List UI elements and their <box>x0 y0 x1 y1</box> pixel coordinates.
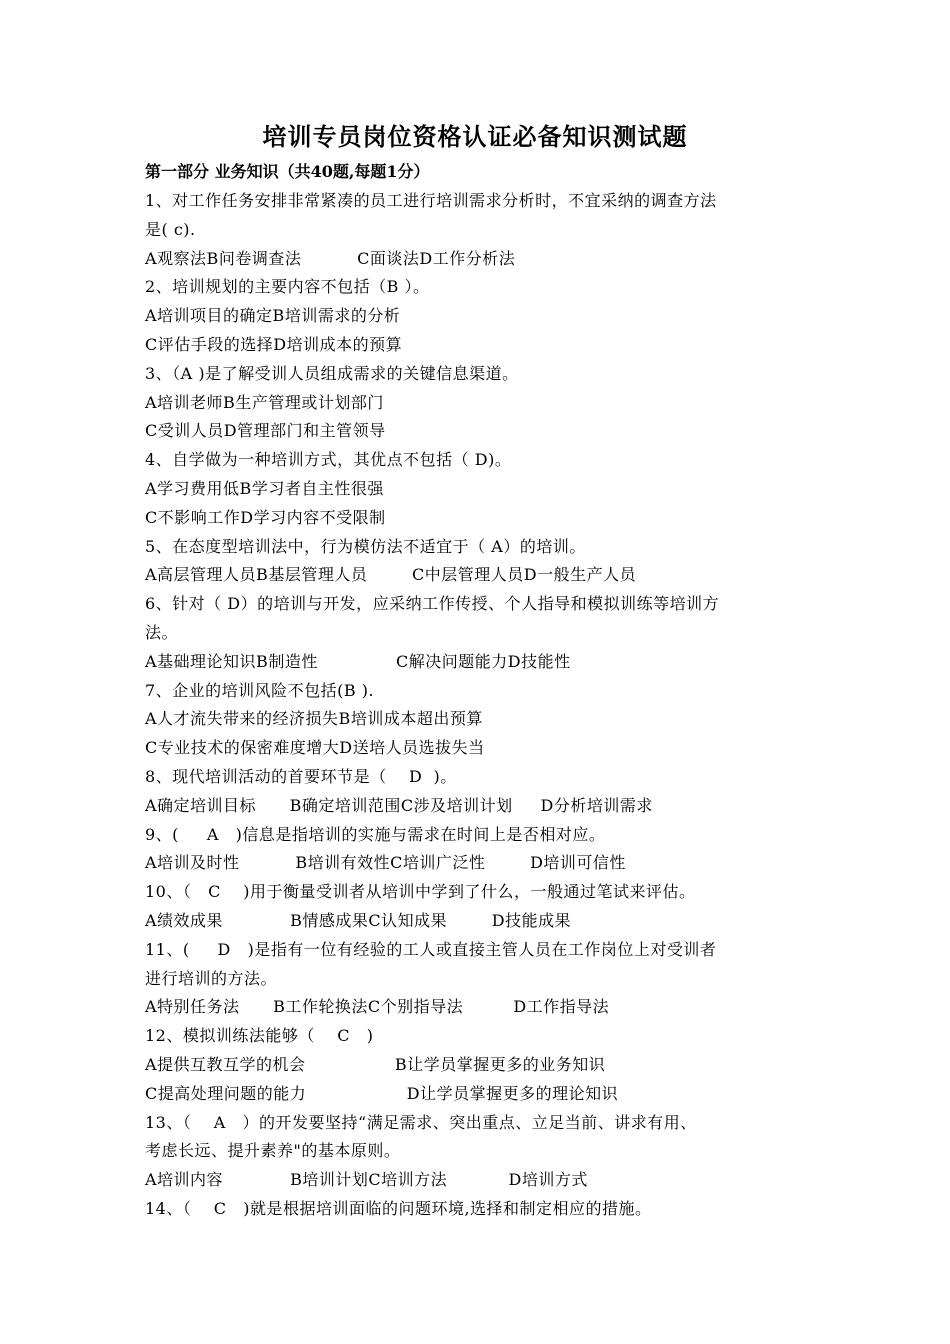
text-line: C专业技术的保密难度增大D送培人员选拔失当 <box>145 738 485 758</box>
text-line: 5、在态度型培训法中，行为模仿法不适宜于（ A）的培训。 <box>145 536 586 556</box>
text-line: 7、企业的培训风险不包括(B ). <box>145 680 375 700</box>
text-line: C受训人员D管理部门和主管领导 <box>145 421 386 441</box>
text-line: A高层管理人员B基层管理人员 C中层管理人员D一般生产人员 <box>145 565 637 585</box>
text-line: 2、培训规划的主要内容不包括（B ）。 <box>145 277 430 297</box>
text-line: 进行培训的方法。 <box>145 968 278 988</box>
text-line: A绩效成果 B情感成果C认知成果 D技能成果 <box>145 910 572 930</box>
text-line: 6、针对（ D）的培训与开发，应采纳工作传授、个人指导和模拟训练等培训方 <box>145 594 720 614</box>
text-line: 13、（ A ）的开发要坚持“满足需求、突出重点、立足当前、讲求有用、 <box>145 1112 697 1132</box>
text-line: A确定培训目标 B确定培训范围C涉及培训计划 D分析培训需求 <box>145 795 653 815</box>
text-line: A特别任务法 B工作轮换法C个别指导法 D工作指导法 <box>145 997 610 1017</box>
text-line: 4、自学做为一种培训方式，其优点不包括（ D)。 <box>145 450 512 470</box>
text-line: 12、模拟训练法能够（ C ) <box>145 1026 374 1046</box>
text-line: A观察法B问卷调查法 C面谈法D工作分析法 <box>145 248 516 268</box>
text-line: C提高处理问题的能力 D让学员掌握更多的理论知识 <box>145 1083 619 1103</box>
text-line: A培训项目的确定B培训需求的分析 <box>145 306 401 326</box>
question-body <box>145 187 825 1224</box>
text-line: 8、现代培训活动的首要环节是（ D )。 <box>145 766 457 786</box>
text-line: 9、( A )信息是指培训的实施与需求在时间上是否相对应。 <box>145 824 606 844</box>
text-line: 1、对工作任务安排非常紧凑的员工进行培训需求分析时，不宜采纳的调查方法 <box>145 191 717 210</box>
document-title: 培训专员岗位资格认证必备知识测试题 <box>262 122 688 151</box>
text-line: 考虑长远、提升素养"的基本原则。 <box>145 1141 401 1161</box>
text-line: A提供互教互学的机会 B让学员掌握更多的业务知识 <box>145 1054 606 1074</box>
text-line: A培训老师B生产管理或计划部门 <box>145 392 384 412</box>
text-line: 法。 <box>145 622 179 642</box>
text-line: A学习费用低B学习者自主性很强 <box>145 478 384 498</box>
text-line: 10、（ C )用于衡量受训者从培训中学到了什么，一般通过笔试来评估。 <box>145 882 696 902</box>
text-line: 3、（A )是了解受训人员组成需求的关键信息渠道。 <box>145 363 519 383</box>
text-line: 是( c). <box>145 219 196 239</box>
text-line: 14、（ C )就是根据培训面临的问题环境,选择和制定相应的措施。 <box>145 1198 652 1218</box>
text-line: A培训内容 B培训计划C培训方法 D培训方式 <box>145 1170 588 1190</box>
text-line: C不影响工作D学习内容不受限制 <box>145 507 386 527</box>
text-line: A基础理论知识B制造性 C解决问题能力D技能性 <box>145 651 571 671</box>
text-line: A人才流失带来的经济损失B培训成本超出预算 <box>145 709 483 729</box>
text-line: A培训及时性 B培训有效性C培训广泛性 D培训可信性 <box>145 853 626 873</box>
text-line: C评估手段的选择D培训成本的预算 <box>145 334 403 354</box>
section-heading: 第一部分 业务知识（共40题,每题1分） <box>145 162 430 181</box>
text-line: 11、( D )是指有一位有经验的工人或直接主管人员在工作岗位上对受训者 <box>145 939 717 959</box>
